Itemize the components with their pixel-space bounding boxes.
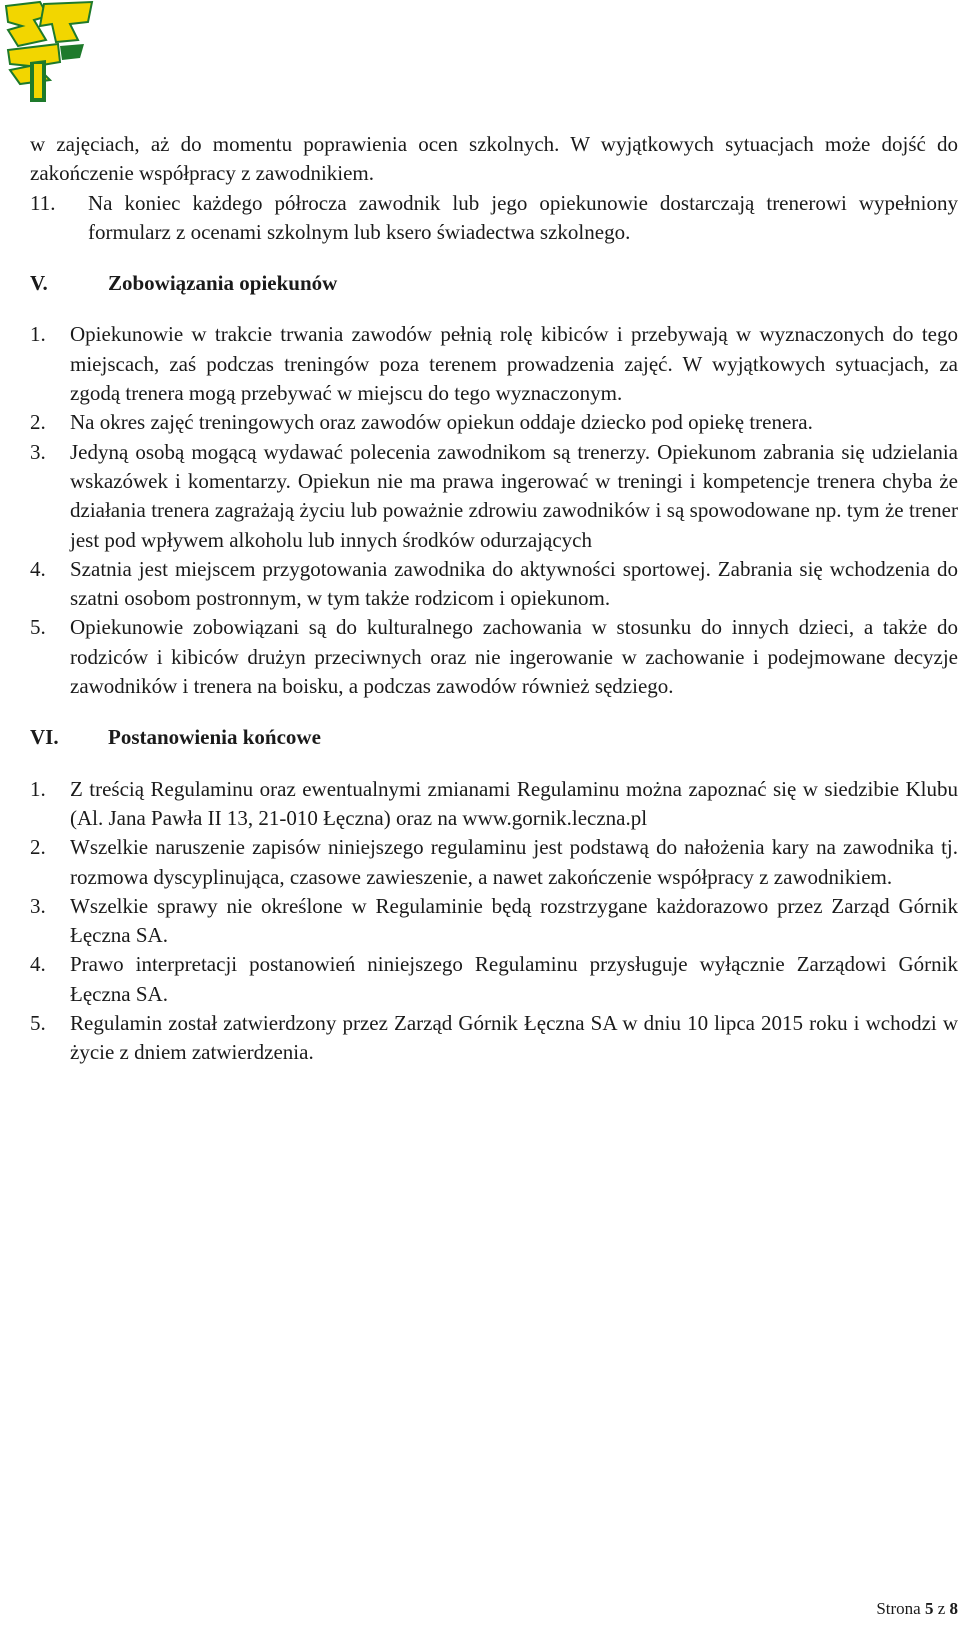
list-text: Opiekunowie zobowiązani są do kulturalnego zachowania w stosunku do innych dzieci, a także do rodziców i kibiców drużyn przeciwnych oraz nie ingerowanie w zachowanie i podejmowane decyzje zawodników i trenera na boisku, a podczas zawodów również sędziego. <box>70 615 958 699</box>
list-number: 5. <box>30 615 46 640</box>
list-number: 4. <box>30 952 46 977</box>
list-item <box>30 320 958 408</box>
list-item <box>30 775 958 834</box>
list-number: 4. <box>30 556 46 581</box>
list-number: 5. <box>30 1011 46 1036</box>
list-item <box>30 833 958 892</box>
section-title: Zobowiązania opiekunów <box>108 271 338 296</box>
list-text: Na koniec każdego półrocza zawodnik lub jego opiekunowie dostarczają trenerowi wypełniony formularz z ocenami szkolnym lub ksero świadectwa szkolnego. <box>88 190 958 244</box>
list-text: Szatnia jest miejscem przygotowania zawodnika do aktywności sportowej. Zabrania się wchodzenia do szatni osobom postronnym, w tym także rodzicom i opiekunom. <box>70 556 958 611</box>
list-number: 1. <box>30 776 46 801</box>
section-heading <box>30 723 958 752</box>
list-number: 1. <box>30 322 46 347</box>
section-title: Postanowienia końcowe <box>108 725 321 750</box>
list-number: 11. <box>30 190 56 215</box>
list-item <box>30 189 958 248</box>
list-item <box>30 892 958 951</box>
list-text: Regulamin został zatwierdzony przez Zarząd Górnik Łęczna SA w dniu 10 lipca 2015 roku i wchodzi w życie z dniem zatwierdzenia. <box>70 1011 958 1065</box>
intro-continuation: w zajęciach, aż do momentu poprawienia ocen szkolnych. W wyjątkowych sytuacjach może dojść do zakończenie współpracy z zawodnikiem. <box>30 132 958 186</box>
footer-label: Strona <box>876 1599 921 1618</box>
club-logo <box>0 0 96 104</box>
list-text: Prawo interpretacji postanowień niniejszego Regulaminu przysługuje wyłącznie Zarządowi Górnik Łęczna SA. <box>70 952 958 1006</box>
list-text: Na okres zajęć treningowych oraz zawodów opiekun oddaje dziecko pod opiekę trenera. <box>70 410 813 435</box>
list-number: 2. <box>30 835 46 860</box>
list-text: Wszelkie sprawy nie określone w Regulaminie będą rozstrzygane każdorazowo przez Zarząd Górnik Łęczna SA. <box>70 893 958 948</box>
section-number: VI. <box>30 725 59 750</box>
list-item <box>30 408 958 437</box>
section-heading <box>30 269 958 298</box>
document-page <box>30 130 958 1068</box>
footer-page: 5 <box>924 1599 934 1618</box>
list-text: Opiekunowie w trakcie trwania zawodów pełnią rolę kibiców i przebywają w wyznaczonych do tego miejscach, zaś podczas treningów poza terenem prowadzenia zajęć. W wyjątkowych sytuacjach, za zgodą trenera mogą przebywać w miejscu do tego wyznaczonym. <box>70 322 958 406</box>
list-item <box>30 555 958 614</box>
footer-total: 8 <box>949 1599 958 1618</box>
list-number: 3. <box>30 893 46 918</box>
section-number: V. <box>30 271 48 296</box>
list-item <box>30 613 958 701</box>
list-text: Jedyną osobą mogącą wydawać polecenia zawodnikom są trenerzy. Opiekunom zabrania się udzielania wskazówek i komentarzy. Opiekun nie ma prawa ingerować w treningi i kompetencje trenera chyba że działania trenera zagrażają życiu lub poważnie zdrowiu zawodników i są spowodowane np. tym że trener jest pod wpływem alkoholu lub innych środków odurzających <box>70 439 958 552</box>
list-item <box>30 950 958 1009</box>
page-footer <box>876 1598 958 1620</box>
list-number: 3. <box>30 439 46 464</box>
list-item <box>30 1009 958 1068</box>
list-number: 2. <box>30 410 46 435</box>
list-text: Z treścią Regulaminu oraz ewentualnymi zmianami Regulaminu można zapoznać się w siedzibie Klubu (Al. Jana Pawła II 13, 21-010 Łęczna) oraz na www.gornik.leczna.pl <box>70 776 958 830</box>
list-text: Wszelkie naruszenie zapisów niniejszego regulaminu jest podstawą do nałożenia kary na zawodnika tj. rozmowa dyscyplinująca, czasowe zawieszenie, a nawet zakończenie współpracy z zawodnikiem. <box>70 835 958 889</box>
list-item <box>30 438 958 555</box>
footer-of: z <box>937 1599 946 1618</box>
